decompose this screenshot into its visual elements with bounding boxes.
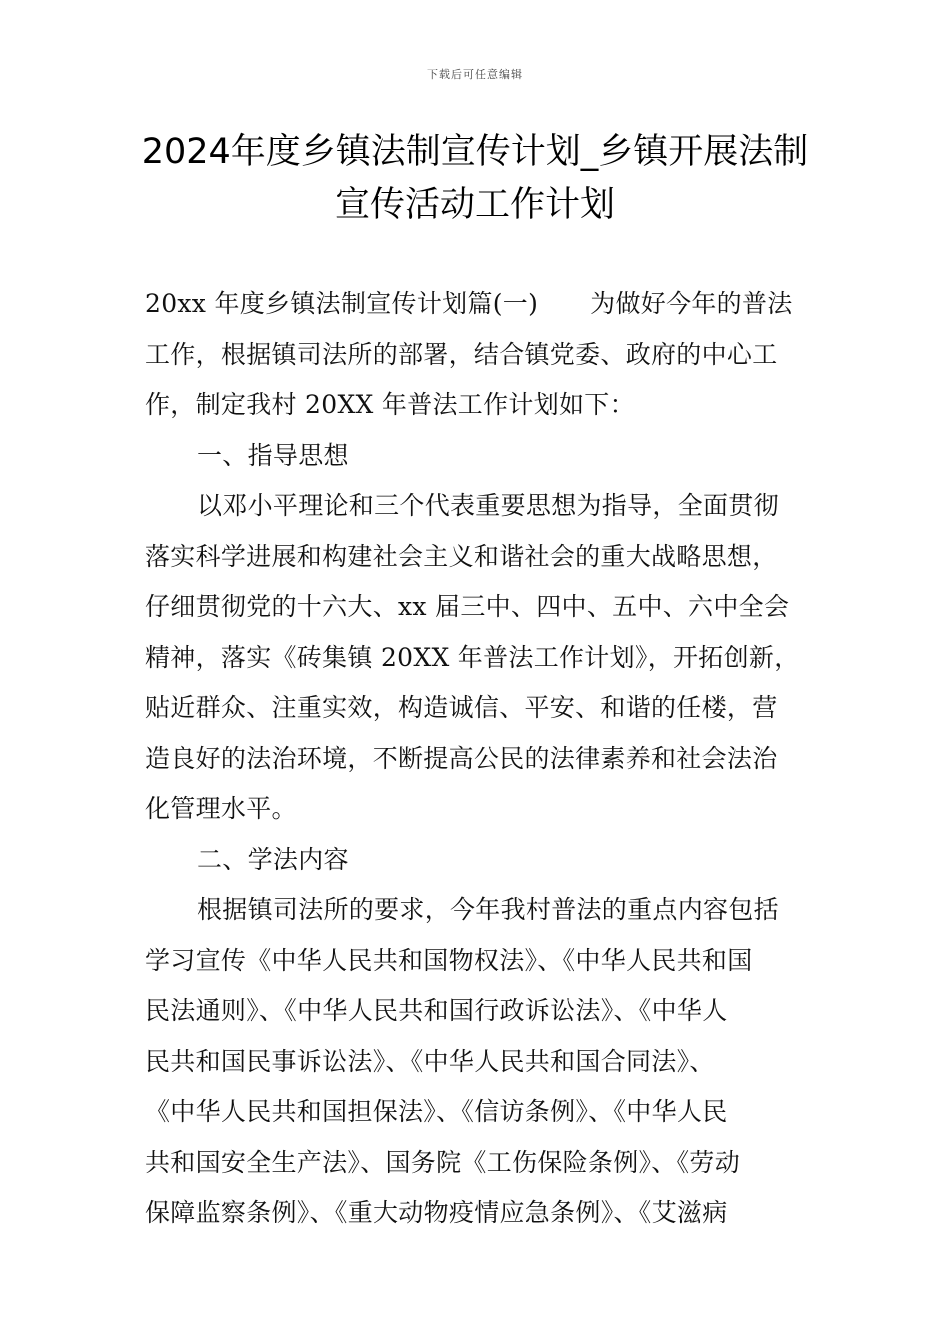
paragraph-line: 精神，落实《砖集镇 20XX 年普法工作计划》，开拓创新， xyxy=(145,642,800,672)
title-line-2: 宣传活动工作计划 xyxy=(334,185,615,225)
paragraph-line: 造良好的法治环境，不断提高公民的法律素养和社会法治 xyxy=(145,743,778,773)
paragraph-line: 《中华人民共和国担保法》、《信访条例》、《中华人民 xyxy=(145,1097,728,1126)
intro-heading: 20xx 年度乡镇法制宣传计划篇(一) xyxy=(145,289,539,318)
paragraph-line: 民法通则》、《中华人民共和国行政诉讼法》、《中华人 xyxy=(145,996,728,1025)
paragraph-line: 根据镇司法所的要求，今年我村普法的重点内容包括 xyxy=(197,895,779,924)
title-line-1: 2024年度乡镇法制宣传计划_乡镇开展法制 xyxy=(141,132,809,172)
intro-first-line xyxy=(145,279,807,330)
document-body xyxy=(145,279,807,1239)
section-heading-study-content: 二、学法内容 xyxy=(197,844,349,874)
paragraph-line: 落实科学进展和构建社会主义和谐社会的重大战略思想， xyxy=(145,541,778,571)
paragraph-line: 民共和国民事诉讼法》、《中华人民共和国合同法》、 xyxy=(145,1046,715,1076)
intro-line: 工作，根据镇司法所的部署，结合镇党委、政府的中心工 xyxy=(145,339,778,369)
paragraph-line: 贴近群众、注重实效，构造诚信、平安、和谐的任楼，营 xyxy=(145,693,778,722)
paragraph-line: 共和国安全生产法》、国务院《工伤保险条例》、《劳动 xyxy=(145,1147,741,1177)
page-header-note: 下载后可任意编辑 xyxy=(427,68,523,81)
paragraph-line: 化管理水平。 xyxy=(145,794,297,823)
section-heading-guiding-thought: 一、指导思想 xyxy=(197,440,349,470)
paragraph-line: 仔细贯彻党的十六大、xx 届三中、四中、五中、六中全会 xyxy=(145,592,790,621)
paragraph-line: 以邓小平理论和三个代表重要思想为指导，全面贯彻 xyxy=(197,491,779,520)
intro-text: 为做好今年的普法 xyxy=(590,289,793,318)
intro-line: 作，制定我村 20XX 年普法工作计划如下： xyxy=(145,390,635,419)
paragraph-line: 保障监察条例》、《重大动物疫情应急条例》、《艾滋病 xyxy=(145,1198,728,1227)
document-title xyxy=(120,126,830,232)
paragraph-line: 学习宣传《中华人民共和国物权法》、《中华人民共和国 xyxy=(145,945,753,975)
